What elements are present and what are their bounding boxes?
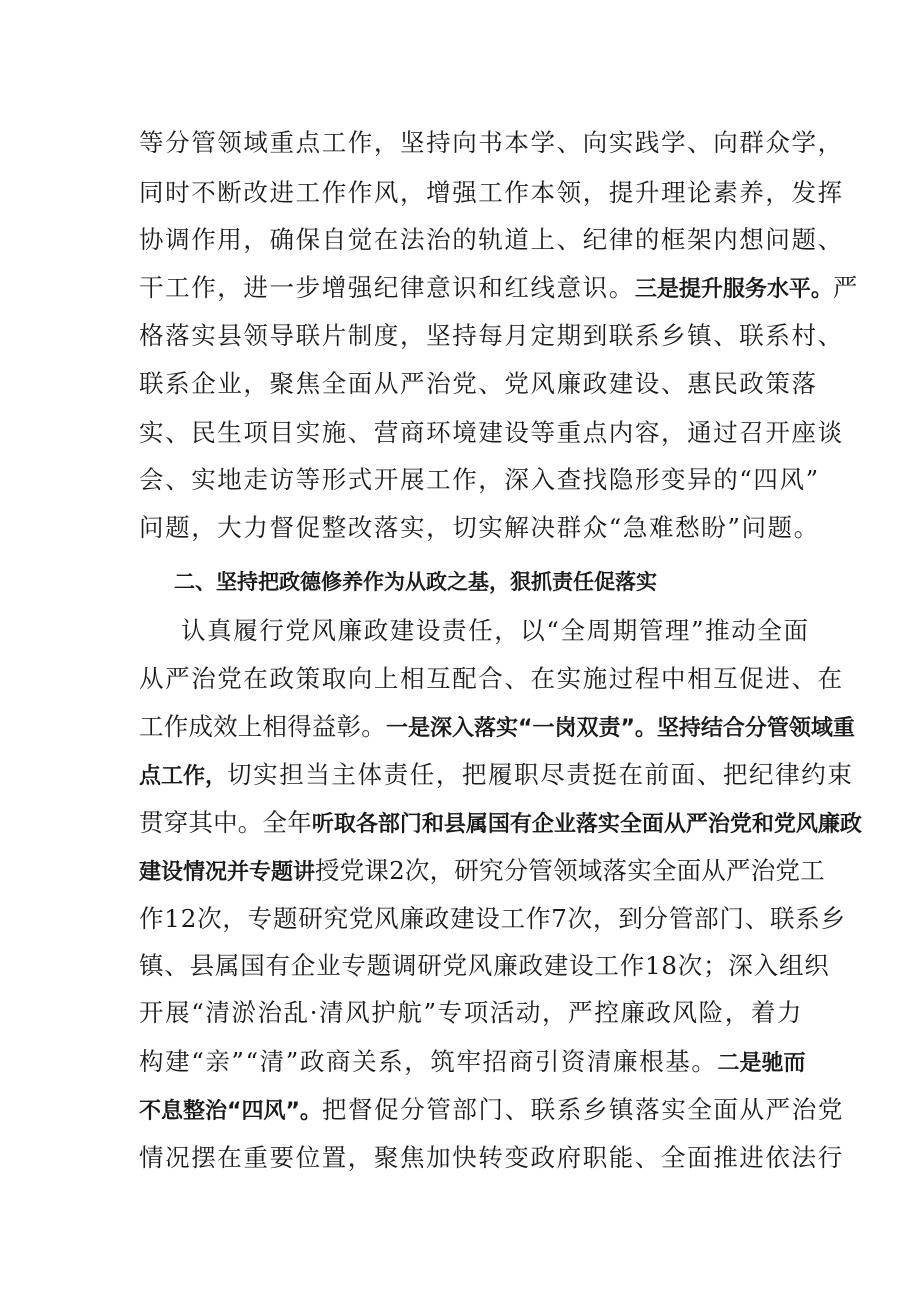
paragraph1-line4 xyxy=(139,273,860,305)
paragraph1-line9: 问题，大力督促整改落实，切实解决群众“急难愁盼”问题。 xyxy=(139,513,820,542)
paragraph2-line9: 开展“清淤治乱·清风护航”专项活动，严控廉政风险，着力 xyxy=(139,998,804,1027)
paragraph1-line6: 联系企业，聚焦全面从严治党、党风廉政建设、惠民政策落 xyxy=(139,369,818,398)
highlight-persist-rectify: 二是驰而 xyxy=(717,1051,806,1076)
paragraph2-line3-text: 工作成效上相得益彰。 xyxy=(139,712,386,741)
section-heading: 二、坚持把政德修养作为从政之基，狠抓责任促落实 xyxy=(174,570,657,594)
highlight-four-styles: 不息整治“四风”。 xyxy=(139,1099,322,1124)
paragraph2-line5-text: 贯穿其中。全年 xyxy=(139,808,312,837)
paragraph1-line4-text: 干工作，进一步增强纪律意识和红线意识。 xyxy=(139,273,635,302)
highlight-key-work: 点工作， xyxy=(139,764,228,789)
paragraph2-line2: 从严治党在政策取向上相互配合、在实施过程中相互促进、在 xyxy=(139,664,844,693)
paragraph2-line10-text: 构建“亲”“清”政商关系，筑牢招商引资清廉根基。 xyxy=(139,1047,718,1076)
highlight-service-level: 三是提升服务水平。 xyxy=(634,277,833,302)
paragraph2-line7: 作12次，专题研究党风廉政建设工作7次，到分管部门、联系乡 xyxy=(139,904,846,933)
paragraph2-line11 xyxy=(139,1095,844,1127)
paragraph2-line10 xyxy=(139,1047,806,1079)
paragraph1-line4-end: 严 xyxy=(832,273,860,302)
paragraph2-line6 xyxy=(139,856,825,888)
highlight-special-lecture: 建设情况并专题讲 xyxy=(139,860,316,885)
paragraph2-line11-text: 把督促分管部门、联系乡镇落实全面从严治党 xyxy=(321,1095,844,1124)
paragraph1-line7: 实、民生项目实施、营商环境建设等重点内容，通过召开座谈 xyxy=(139,418,844,447)
paragraph1-line1: 等分管领域重点工作，坚持向书本学、向实践学、向群众学， xyxy=(139,128,844,157)
paragraph2-line4-text: 切实担当主体责任，把履职尽责挺在前面、把纪律约束 xyxy=(227,760,854,789)
highlight-hear-reports: 听取各部门和县属国有企业落实全面从严治党和党风廉政 xyxy=(311,812,862,837)
paragraph2-line1: 认真履行党风廉政建设责任，以“全周期管理”推动全面 xyxy=(181,616,810,645)
paragraph2-line12: 情况摆在重要位置，聚焦加快转变政府职能、全面推进依法行 xyxy=(139,1143,844,1172)
paragraph2-line4 xyxy=(139,760,854,792)
paragraph2-line6-text: 授党课2次，研究分管领域落实全面从严治党工 xyxy=(315,856,825,885)
paragraph1-line5: 格落实县领导联片制度，坚持每月定期到联系乡镇、联系村、 xyxy=(139,321,844,350)
paragraph2-line3 xyxy=(139,712,855,744)
paragraph1-line2: 同时不断改进工作作风，增强工作本领，提升理论素养，发挥 xyxy=(139,178,844,207)
paragraph2-line8: 镇、县属国有企业专题调研党风廉政建设工作18次；深入组织 xyxy=(139,951,830,980)
paragraph1-line8: 会、实地走访等形式开展工作，深入查找隐形变异的“四风” xyxy=(139,465,820,494)
paragraph2-line5 xyxy=(139,808,862,840)
highlight-one-post-two-duties: 一是深入落实“一岗双责”。坚持结合分管领域重 xyxy=(386,716,855,741)
paragraph1-line3: 协调作用，确保自觉在法治的轨道上、纪律的框架内想问题、 xyxy=(139,225,844,254)
